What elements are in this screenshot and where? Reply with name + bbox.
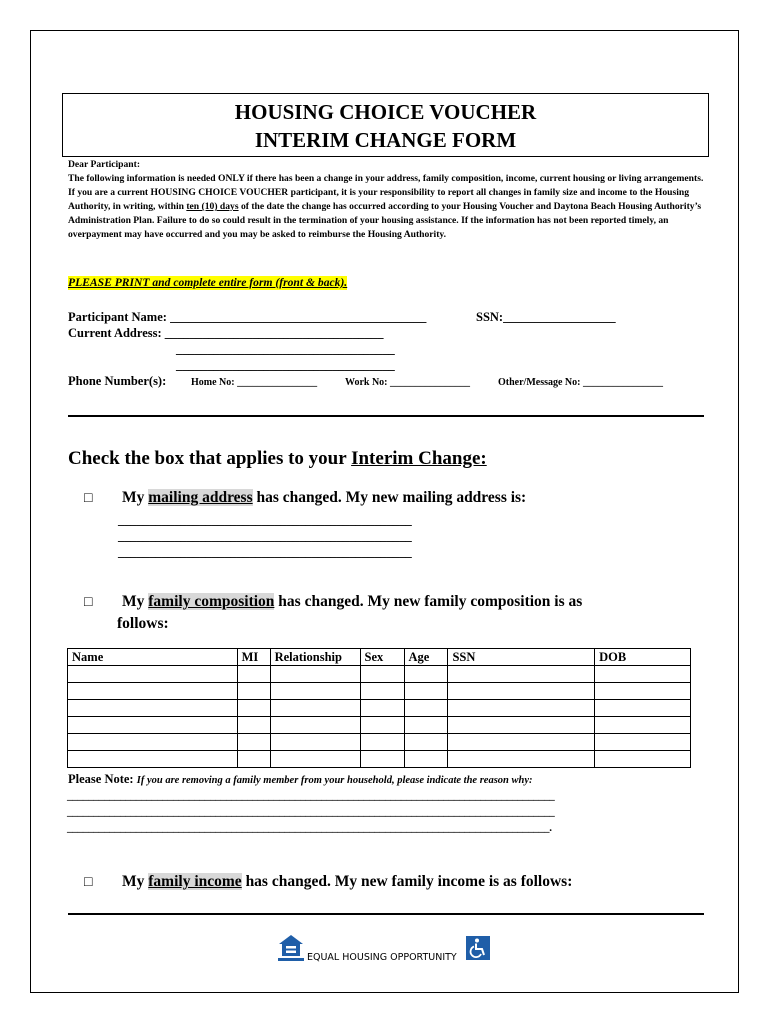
family-income-option [84,872,572,893]
family-composition-table [67,648,691,768]
equal-housing-house-icon [278,934,304,962]
participant-name-field[interactable]: _________________________________________ [170,310,427,324]
table-cell[interactable] [448,751,595,768]
option-suffix: has changed. My new mailing address is: [252,489,527,506]
table-cell[interactable] [360,683,404,700]
family-composition-option [84,592,582,613]
form-title-box [62,93,709,157]
table-cell[interactable] [68,683,238,700]
table-cell[interactable] [270,717,360,734]
deadline-text: ten (10) days [186,201,239,212]
column-header-mi: MI [237,649,270,666]
option-prefix: My [122,489,149,506]
table-cell[interactable] [68,666,238,683]
table-cell[interactable] [270,734,360,751]
table-row [68,734,691,751]
table-cell[interactable] [237,700,270,717]
table-row [68,751,691,768]
equal-housing-text: EQUAL HOUSING OPPORTUNITY [307,952,457,963]
removal-reason-line-3[interactable]: ___________________________________________________________________________________________. [67,822,552,834]
section-heading [68,448,487,470]
intro-paragraph [68,158,708,242]
table-cell[interactable] [404,734,448,751]
column-header-name: Name [68,649,238,666]
table-cell[interactable] [404,683,448,700]
current-address-row [68,325,384,341]
work-phone [345,375,470,391]
table-cell[interactable] [237,751,270,768]
table-row [68,666,691,683]
ssn-field[interactable]: __________________ [503,310,616,324]
column-header-age: Age [404,649,448,666]
new-address-line-1[interactable]: _______________________________________________ [118,513,412,527]
footer-divider [68,913,704,915]
table-cell[interactable] [448,666,595,683]
phone-row [68,373,166,389]
table-cell[interactable] [270,700,360,717]
table-cell[interactable] [595,666,691,683]
other-phone-label: Other/Message No: [498,377,581,388]
other-phone-field[interactable]: ________________ [582,377,663,388]
table-cell[interactable] [360,700,404,717]
option-suffix: has changed. My new family income is as follows: [241,873,573,890]
table-cell[interactable] [404,700,448,717]
address-field-3[interactable]: ___________________________________ [176,358,395,372]
table-cell[interactable] [270,666,360,683]
option-suffix: has changed. My new family composition is as [274,593,583,610]
table-cell[interactable] [595,751,691,768]
print-instruction: PLEASE PRINT and complete entire form (front & back). [68,276,348,289]
table-cell[interactable] [595,700,691,717]
table-row [68,700,691,717]
participant-name-row [68,309,426,325]
other-phone [498,375,663,391]
table-row [68,717,691,734]
mailing-address-option [84,488,526,509]
table-cell[interactable] [270,751,360,768]
intro-body-text-end: of the date the change has occurred according to your Housing Voucher and Daytona Beach Housing Authority’s Administration Plan. Failure to do so could result in the termination of your housing assistance. If the information has not been reported timely, an overpayment may have occurred and you may be asked to reimburse the Housing Authority. [68,201,702,240]
table-cell[interactable] [68,751,238,768]
family-composition-checkbox[interactable]: □ [84,595,93,610]
column-header-dob: DOB [595,649,691,666]
removal-reason-line-1[interactable]: ____________________________________________________________________________________________ [67,790,555,802]
phone-label: Phone Number(s): [68,374,167,388]
new-address-line-3[interactable]: _______________________________________________ [118,545,412,559]
home-phone-field[interactable]: ________________ [237,377,318,388]
table-cell[interactable] [595,683,691,700]
table-cell[interactable] [404,666,448,683]
table-cell[interactable] [237,717,270,734]
form-title-line2: INTERIM CHANGE FORM [254,128,517,152]
footer [278,934,508,964]
new-address-line-2[interactable]: _______________________________________________ [118,529,412,543]
salutation: Dear Participant: [68,159,141,170]
option-prefix: My [122,593,149,610]
table-cell[interactable] [360,717,404,734]
section-heading-underlined: Interim Change: [351,448,487,469]
wheelchair-accessibility-icon [466,936,490,960]
table-header-row [68,649,691,666]
intro-body [68,172,708,242]
work-phone-field[interactable]: ________________ [390,377,470,388]
section-heading-text: Check the box that applies to your [68,448,352,469]
current-address-label: Current Address: [68,326,162,340]
family-income-checkbox[interactable]: □ [84,875,93,890]
table-cell[interactable] [595,717,691,734]
table-cell[interactable] [237,734,270,751]
table-cell[interactable] [360,751,404,768]
participant-name-label: Participant Name: [68,310,167,324]
family-income-keyword: family income [148,873,242,890]
table-cell[interactable] [448,717,595,734]
table-cell[interactable] [448,700,595,717]
intro-body-text: The following information is needed ONLY if there has been a change in your address, family composition, income, current housing or living arrangements. If you are a current HOUSING CHOICE VOUCHER participant, it is your responsibility to report all changes in family size and income to the Housing Authority, in writing, within [68,173,704,212]
table-cell[interactable] [68,700,238,717]
home-phone [191,375,317,391]
column-header-sex: Sex [360,649,404,666]
table-cell[interactable] [448,683,595,700]
ssn-label: SSN: [476,310,504,324]
table-cell[interactable] [404,751,448,768]
table-cell[interactable] [360,666,404,683]
table-cell[interactable] [595,734,691,751]
please-note-text: If you are removing a family member from your household, please indicate the reason why: [136,775,533,786]
table-cell[interactable] [448,734,595,751]
table-cell[interactable] [270,683,360,700]
ssn-row [476,309,616,325]
removal-reason-line-2[interactable]: ____________________________________________________________________________________________ [67,806,555,818]
please-note-row [68,771,533,789]
mailing-address-keyword: mailing address [148,489,253,506]
please-note-label: Please Note: [68,772,134,786]
option-prefix: My [122,873,149,890]
family-composition-continuation: follows: [117,615,169,632]
form-title-line1: HOUSING CHOICE VOUCHER [234,100,537,124]
mailing-address-checkbox[interactable]: □ [84,491,93,506]
home-phone-label: Home No: [191,377,235,388]
address-field-1[interactable]: ___________________________________ [164,326,384,340]
column-header-ssn: SSN [448,649,595,666]
table-cell[interactable] [68,734,238,751]
table-cell[interactable] [360,734,404,751]
table-cell[interactable] [68,717,238,734]
table-cell[interactable] [237,666,270,683]
family-table-body [68,666,691,768]
section-divider [68,415,704,417]
work-phone-label: Work No: [345,377,388,388]
address-field-2[interactable]: ___________________________________ [176,342,395,356]
table-cell[interactable] [404,717,448,734]
family-composition-keyword: family composition [148,593,275,610]
table-row [68,683,691,700]
table-cell[interactable] [237,683,270,700]
column-header-relationship: Relationship [270,649,360,666]
